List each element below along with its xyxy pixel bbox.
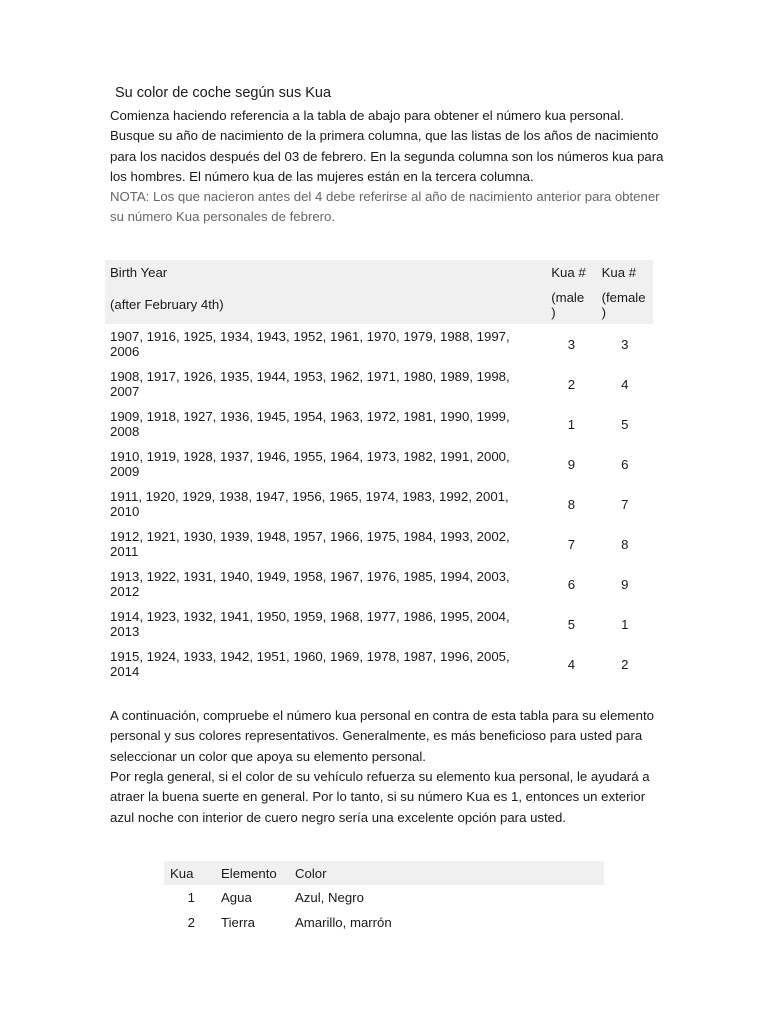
- birth-years-cell: 1912, 1921, 1930, 1939, 1948, 1957, 1966, 1975, 1984, 1993, 2002, 2011: [110, 529, 510, 559]
- birth-years-cell: 1915, 1924, 1933, 1942, 1951, 1960, 1969, 1978, 1987, 1996, 2005, 2014: [110, 649, 510, 679]
- kua-male-cell: 4: [567, 656, 576, 672]
- birth-years-cell: 1911, 1920, 1929, 1938, 1947, 1956, 1965, 1974, 1983, 1992, 2001, 2010: [110, 489, 509, 519]
- table-row: [105, 324, 653, 364]
- birth-years-cell: 1913, 1922, 1931, 1940, 1949, 1958, 1967, 1976, 1985, 1994, 2003, 2012: [110, 569, 510, 599]
- kua-table-subheader-row: [105, 285, 653, 324]
- note-text: NOTA: Los que nacieron antes del 4 debe referirse al año de nacimiento anterior para obtener su número Kua personales de febrero.: [110, 189, 660, 225]
- kua-male-cell: 2: [567, 376, 576, 392]
- table-row: [105, 644, 653, 684]
- intro-text: Comienza haciendo referencia a la tabla de abajo para obtener el número kua personal. Busque su año de nacimiento de la primera columna, que las listas de los años de nacimiento para los nacidos después del 03 de febrero. En la segunda columna son los números kua para los hombres. El número kua de las mujeres están en la tercera columna.: [110, 108, 664, 184]
- header-birth-year-note: (after February 4th): [105, 285, 546, 324]
- table-row: [164, 885, 604, 910]
- color-cell: Amarillo, marrón: [295, 915, 392, 930]
- header-kua-male: Kua #: [546, 260, 596, 285]
- color-cell: Azul, Negro: [295, 890, 364, 905]
- header-female-note: (female ): [597, 285, 653, 324]
- intro-paragraph: [110, 106, 665, 228]
- birth-years-cell: 1910, 1919, 1928, 1937, 1946, 1955, 1964, 1973, 1982, 1991, 2000, 2009: [110, 449, 510, 479]
- kua-number-cell: 1: [187, 890, 195, 905]
- kua-female-cell: 8: [621, 536, 629, 552]
- kua-number-cell: 2: [187, 915, 195, 930]
- table-row: [164, 910, 604, 935]
- table-row: [105, 604, 653, 644]
- element-table: [164, 861, 604, 935]
- table-row: [105, 404, 653, 444]
- table-row: [105, 564, 653, 604]
- header-color: Color: [289, 861, 604, 885]
- kua-male-cell: 6: [567, 576, 576, 592]
- kua-female-cell: 1: [621, 616, 629, 632]
- kua-female-cell: 7: [621, 496, 629, 512]
- kua-male-cell: 9: [567, 456, 576, 472]
- table-row: [105, 484, 653, 524]
- kua-female-cell: 4: [621, 376, 629, 392]
- table-row: [105, 364, 653, 404]
- kua-female-cell: 2: [621, 656, 629, 672]
- kua-table: [105, 260, 653, 684]
- document-title: Su color de coche según sus Kua: [115, 85, 332, 101]
- kua-male-cell: 5: [567, 616, 576, 632]
- header-kua-female: Kua #: [597, 260, 653, 285]
- table-row: [105, 524, 653, 564]
- birth-years-cell: 1914, 1923, 1932, 1941, 1950, 1959, 1968, 1977, 1986, 1995, 2004, 2013: [110, 609, 510, 639]
- kua-table-header-row: [105, 260, 653, 285]
- kua-female-cell: 6: [621, 456, 629, 472]
- kua-male-cell: 8: [567, 496, 576, 512]
- header-elemento: Elemento: [215, 861, 289, 885]
- kua-male-cell: 7: [567, 536, 576, 552]
- element-table-header-row: [164, 861, 604, 885]
- birth-years-cell: 1909, 1918, 1927, 1936, 1945, 1954, 1963, 1972, 1981, 1990, 1999, 2008: [110, 409, 510, 439]
- header-male-note: (male ): [546, 285, 596, 324]
- element-cell: Tierra: [221, 915, 255, 930]
- kua-female-cell: 5: [621, 416, 629, 432]
- paragraph-rule: Por regla general, si el color de su vehículo refuerza su elemento kua personal, le ayudará a atraer la buena suerte en general. Por lo tanto, si su número Kua es 1, entonces un exterior azul noche con interior de cuero negro sería una excelente opción para usted.: [110, 769, 650, 825]
- kua-female-cell: 9: [621, 576, 629, 592]
- birth-years-cell: 1907, 1916, 1925, 1934, 1943, 1952, 1961, 1970, 1979, 1988, 1997, 2006: [110, 329, 510, 359]
- paragraph-compare: A continuación, compruebe el número kua personal en contra de esta tabla para su elemento personal y sus colores representativos. Generalmente, es más beneficioso para usted para seleccionar un color que apoya su elemento personal.: [110, 708, 654, 764]
- kua-male-cell: 1: [567, 416, 576, 432]
- table-row: [105, 444, 653, 484]
- element-cell: Agua: [221, 890, 252, 905]
- kua-male-cell: 3: [567, 336, 576, 352]
- birth-years-cell: 1908, 1917, 1926, 1935, 1944, 1953, 1962, 1971, 1980, 1989, 1998, 2007: [110, 369, 510, 399]
- header-kua: Kua: [164, 861, 215, 885]
- header-birth-year: Birth Year: [105, 260, 546, 285]
- kua-female-cell: 3: [621, 336, 629, 352]
